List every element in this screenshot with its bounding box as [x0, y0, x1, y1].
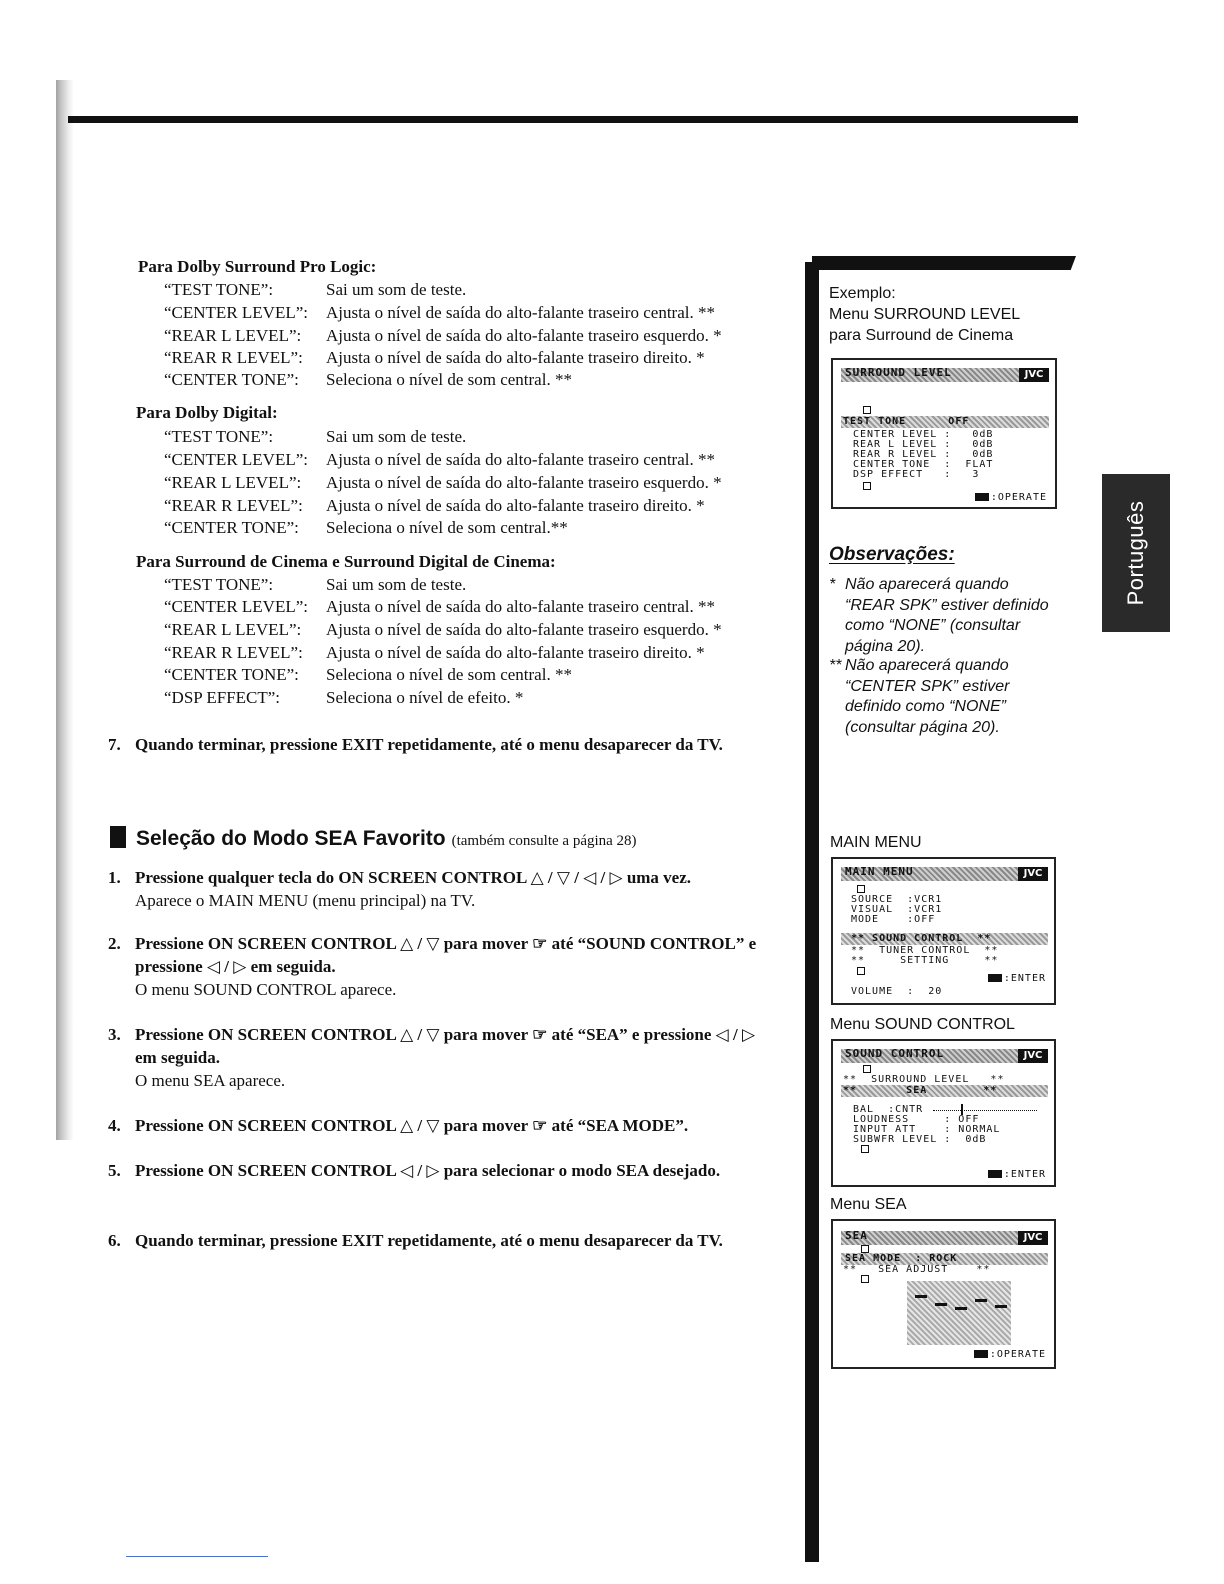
- step-number: 6.: [108, 1231, 121, 1250]
- step-number: 1.: [108, 868, 121, 887]
- jvc-logo: JVC: [1018, 1231, 1048, 1245]
- top-rule: [68, 116, 1078, 123]
- osd-line: SOURCE :VCR1: [851, 894, 943, 905]
- step-number: 7.: [108, 735, 121, 754]
- osd-highlight: [841, 933, 1048, 945]
- sea-step-2: [108, 932, 768, 1001]
- step-instruction: Pressione qualquer tecla do ON SCREEN CONTROL △ / ▽ / ◁ / ▷ uma vez.: [135, 868, 692, 887]
- osd-line: CENTER TONE : FLAT: [853, 459, 994, 470]
- item-desc: Ajusta o nível de saída do alto-falante traseiro esquerdo. *: [326, 326, 722, 345]
- caption-line: Menu SURROUND LEVEL: [829, 306, 1021, 323]
- osd-footer-text: :OPERATE: [990, 492, 1047, 503]
- heading-cinema: Para Surround de Cinema e Surround Digital de Cinema:: [136, 552, 556, 571]
- column-divider: [805, 262, 819, 1562]
- osd-line: CENTER LEVEL : 0dB: [853, 429, 994, 440]
- osd-line: INPUT ATT : NORMAL: [853, 1124, 1001, 1135]
- bottom-rule: [126, 1556, 268, 1557]
- osd-title: SURROUND LEVEL: [845, 366, 952, 379]
- item-key: “CENTER TONE”:: [164, 370, 299, 389]
- osd-line: MODE :OFF: [851, 914, 936, 925]
- cursor-up-icon: [861, 1245, 869, 1253]
- cursor-down-icon: [857, 967, 865, 975]
- note-1: [829, 575, 1061, 657]
- control-pad-icon: [974, 1350, 988, 1358]
- osd-line: REAR L LEVEL : 0dB: [853, 439, 994, 450]
- item-desc: Seleciona o nível de som central.**: [326, 518, 568, 537]
- note-mark: *: [829, 576, 836, 593]
- item-key: “REAR L LEVEL”:: [164, 473, 302, 492]
- item-desc: Ajusta o nível de saída do alto-falante traseiro esquerdo. *: [326, 473, 722, 492]
- notes-title: Observações:: [829, 544, 955, 565]
- note-mark: **: [829, 657, 842, 674]
- sea-step-3: [108, 1023, 768, 1092]
- osd-sea: [831, 1219, 1056, 1369]
- osd-footer: [974, 1349, 1046, 1360]
- item-key: “TEST TONE”:: [164, 575, 274, 594]
- control-pad-icon: [975, 493, 989, 501]
- osd-line: SUBWFR LEVEL : 0dB: [853, 1134, 987, 1145]
- step-result: O menu SOUND CONTROL aparece.: [135, 980, 397, 999]
- sea-step-6: [108, 1229, 768, 1252]
- sea-step-4: [108, 1114, 768, 1137]
- language-tab-label: Português: [1123, 500, 1148, 606]
- item-key: “CENTER LEVEL”:: [164, 303, 308, 322]
- cursor-up-icon: [863, 1065, 871, 1073]
- cursor-down-icon: [861, 1275, 869, 1283]
- note-text: Não aparecerá quando “CENTER SPK” estiver definido como “NONE” (consultar página 20).: [845, 657, 1010, 736]
- step-instruction: Pressione ON SCREEN CONTROL △ / ▽ para mover ☞ até “SEA” e pressione ◁ / ▷ em seguida.: [135, 1025, 756, 1067]
- osd-highlight-text: TEST TONE OFF: [843, 416, 970, 427]
- language-tab: [1102, 474, 1170, 632]
- balance-slider-track: [933, 1110, 1037, 1111]
- item-desc: Ajusta o nível de saída do alto-falante traseiro central. **: [326, 597, 715, 616]
- note-2: [829, 656, 1061, 738]
- control-pad-icon: [988, 1170, 1002, 1178]
- step-instruction: Pressione ON SCREEN CONTROL △ / ▽ para mover ☞ até “SEA MODE”.: [135, 1116, 689, 1135]
- caption-sea: Menu SEA: [830, 1196, 907, 1213]
- sea-step-5: [108, 1159, 768, 1182]
- step-instruction: Pressione ON SCREEN CONTROL △ / ▽ para mover ☞ até “SOUND CONTROL” e pressione ◁ / ▷ em seguida.: [135, 934, 757, 976]
- item-desc: Ajusta o nível de saída do alto-falante traseiro esquerdo. *: [326, 620, 722, 639]
- item-desc: Ajusta o nível de saída do alto-falante traseiro direito. *: [326, 496, 705, 515]
- caption-line: Exemplo:: [829, 285, 896, 302]
- caption-sound-control: Menu SOUND CONTROL: [830, 1016, 1015, 1033]
- item-key: “DSP EFFECT”:: [164, 688, 281, 707]
- jvc-logo: JVC: [1018, 1049, 1048, 1063]
- jvc-logo: JVC: [1019, 368, 1049, 382]
- step-number: 5.: [108, 1161, 121, 1180]
- osd-sound-control: [831, 1039, 1056, 1187]
- item-desc: Ajusta o nível de saída do alto-falante traseiro direito. *: [326, 348, 705, 367]
- step-text: Quando terminar, pressione EXIT repetidamente, até o menu desaparecer da TV.: [135, 735, 723, 754]
- eq-band: [975, 1299, 987, 1302]
- item-key: “REAR R LEVEL”:: [164, 348, 303, 367]
- jvc-logo: JVC: [1018, 867, 1048, 881]
- osd-line: ** SETTING **: [851, 955, 999, 966]
- item-desc: Seleciona o nível de som central. **: [326, 370, 572, 389]
- osd-footer-text: :OPERATE: [989, 1349, 1046, 1360]
- item-desc: Ajusta o nível de saída do alto-falante traseiro central. **: [326, 450, 715, 469]
- osd-line: ** SEA ADJUST **: [843, 1264, 991, 1275]
- cursor-up-icon: [857, 885, 865, 893]
- eq-band: [995, 1305, 1007, 1308]
- osd-line: BAL :CNTR: [853, 1104, 924, 1115]
- step-instruction: Pressione ON SCREEN CONTROL ◁ / ▷ para selecionar o modo SEA desejado.: [135, 1161, 721, 1180]
- item-desc: Sai um som de teste.: [326, 575, 467, 594]
- osd-line: VISUAL :VCR1: [851, 904, 943, 915]
- osd-line: REAR R LEVEL : 0dB: [853, 449, 994, 460]
- note-text: Não aparecerá quando “REAR SPK” estiver definido como “NONE” (consultar página 20).: [845, 576, 1049, 655]
- item-key: “TEST TONE”:: [164, 427, 274, 446]
- osd-header: [841, 368, 1049, 382]
- osd-highlight-text: ** SEA **: [843, 1085, 998, 1096]
- osd-header: [841, 867, 1048, 881]
- osd-line: ** TUNER CONTROL **: [851, 945, 999, 956]
- step-number: 3.: [108, 1025, 121, 1044]
- control-pad-icon: [988, 974, 1002, 982]
- osd-highlight: [841, 1085, 1048, 1097]
- step-number: 4.: [108, 1116, 121, 1135]
- item-desc: Sai um som de teste.: [326, 280, 467, 299]
- step-result: Aparece o MAIN MENU (menu principal) na TV.: [135, 891, 476, 910]
- sea-step-1: [108, 866, 768, 912]
- cursor-up-icon: [863, 406, 871, 414]
- eq-band: [955, 1307, 967, 1310]
- sea-equalizer-graphic: [907, 1281, 1011, 1345]
- item-desc: Ajusta o nível de saída do alto-falante traseiro direito. *: [326, 643, 705, 662]
- example-caption: [829, 283, 1020, 346]
- item-key: “REAR R LEVEL”:: [164, 643, 303, 662]
- cursor-down-icon: [863, 482, 871, 490]
- osd-title: MAIN MENU: [845, 865, 914, 878]
- item-desc: Sai um som de teste.: [326, 427, 467, 446]
- section-subtitle: (também consulte a página 28): [451, 833, 637, 849]
- item-key: “REAR R LEVEL”:: [164, 496, 303, 515]
- osd-footer: [975, 492, 1047, 503]
- osd-line: DSP EFFECT : 3: [853, 469, 980, 480]
- item-key: “CENTER LEVEL”:: [164, 450, 308, 469]
- item-key: “TEST TONE”:: [164, 280, 274, 299]
- osd-header: [841, 1231, 1048, 1245]
- section-heading-sea: [110, 826, 637, 851]
- step-7: [108, 733, 768, 756]
- heading-dolby-pro-logic: Para Dolby Surround Pro Logic:: [138, 257, 377, 276]
- osd-highlight-text: ** SOUND CONTROL **: [851, 933, 992, 944]
- osd-footer-text: :ENTER: [1003, 973, 1046, 984]
- osd-main-menu: [831, 857, 1056, 1005]
- osd-volume: VOLUME : 20: [851, 986, 943, 997]
- item-key: “CENTER TONE”:: [164, 518, 299, 537]
- osd-footer: [988, 973, 1046, 984]
- cursor-down-icon: [861, 1145, 869, 1153]
- osd-line: ** SURROUND LEVEL **: [843, 1074, 1005, 1085]
- osd-highlight: [841, 416, 1049, 428]
- item-desc: Ajusta o nível de saída do alto-falante traseiro central. **: [326, 303, 715, 322]
- heading-dolby-digital: Para Dolby Digital:: [136, 403, 278, 422]
- step-result: O menu SEA aparece.: [135, 1071, 286, 1090]
- caption-line: para Surround de Cinema: [829, 327, 1014, 344]
- item-key: “CENTER LEVEL”:: [164, 597, 308, 616]
- osd-footer-text: :ENTER: [1003, 1169, 1046, 1180]
- step-number: 2.: [108, 934, 121, 953]
- section-title: Seleção do Modo SEA Favorito: [136, 827, 446, 850]
- item-desc: Seleciona o nível de som central. **: [326, 665, 572, 684]
- caption-main-menu: MAIN MENU: [830, 834, 922, 851]
- item-key: “CENTER TONE”:: [164, 665, 299, 684]
- heading-square-icon: [110, 826, 126, 848]
- osd-footer: [988, 1169, 1046, 1180]
- sidebar-top-bar: [812, 256, 1076, 270]
- osd-surround-level: [831, 358, 1057, 509]
- eq-band: [915, 1295, 927, 1298]
- item-key: “REAR L LEVEL”:: [164, 326, 302, 345]
- osd-highlight-text: SEA MODE : ROCK: [845, 1253, 958, 1264]
- osd-line: LOUDNESS : OFF: [853, 1114, 980, 1125]
- scan-edge-shadow: [56, 80, 74, 1140]
- item-desc: Seleciona o nível de efeito. *: [326, 688, 524, 707]
- osd-header: [841, 1049, 1048, 1063]
- eq-band: [935, 1303, 947, 1306]
- step-instruction: Quando terminar, pressione EXIT repetidamente, até o menu desaparecer da TV.: [135, 1231, 723, 1250]
- osd-title: SOUND CONTROL: [845, 1047, 945, 1060]
- osd-title: SEA: [845, 1229, 868, 1242]
- item-key: “REAR L LEVEL”:: [164, 620, 302, 639]
